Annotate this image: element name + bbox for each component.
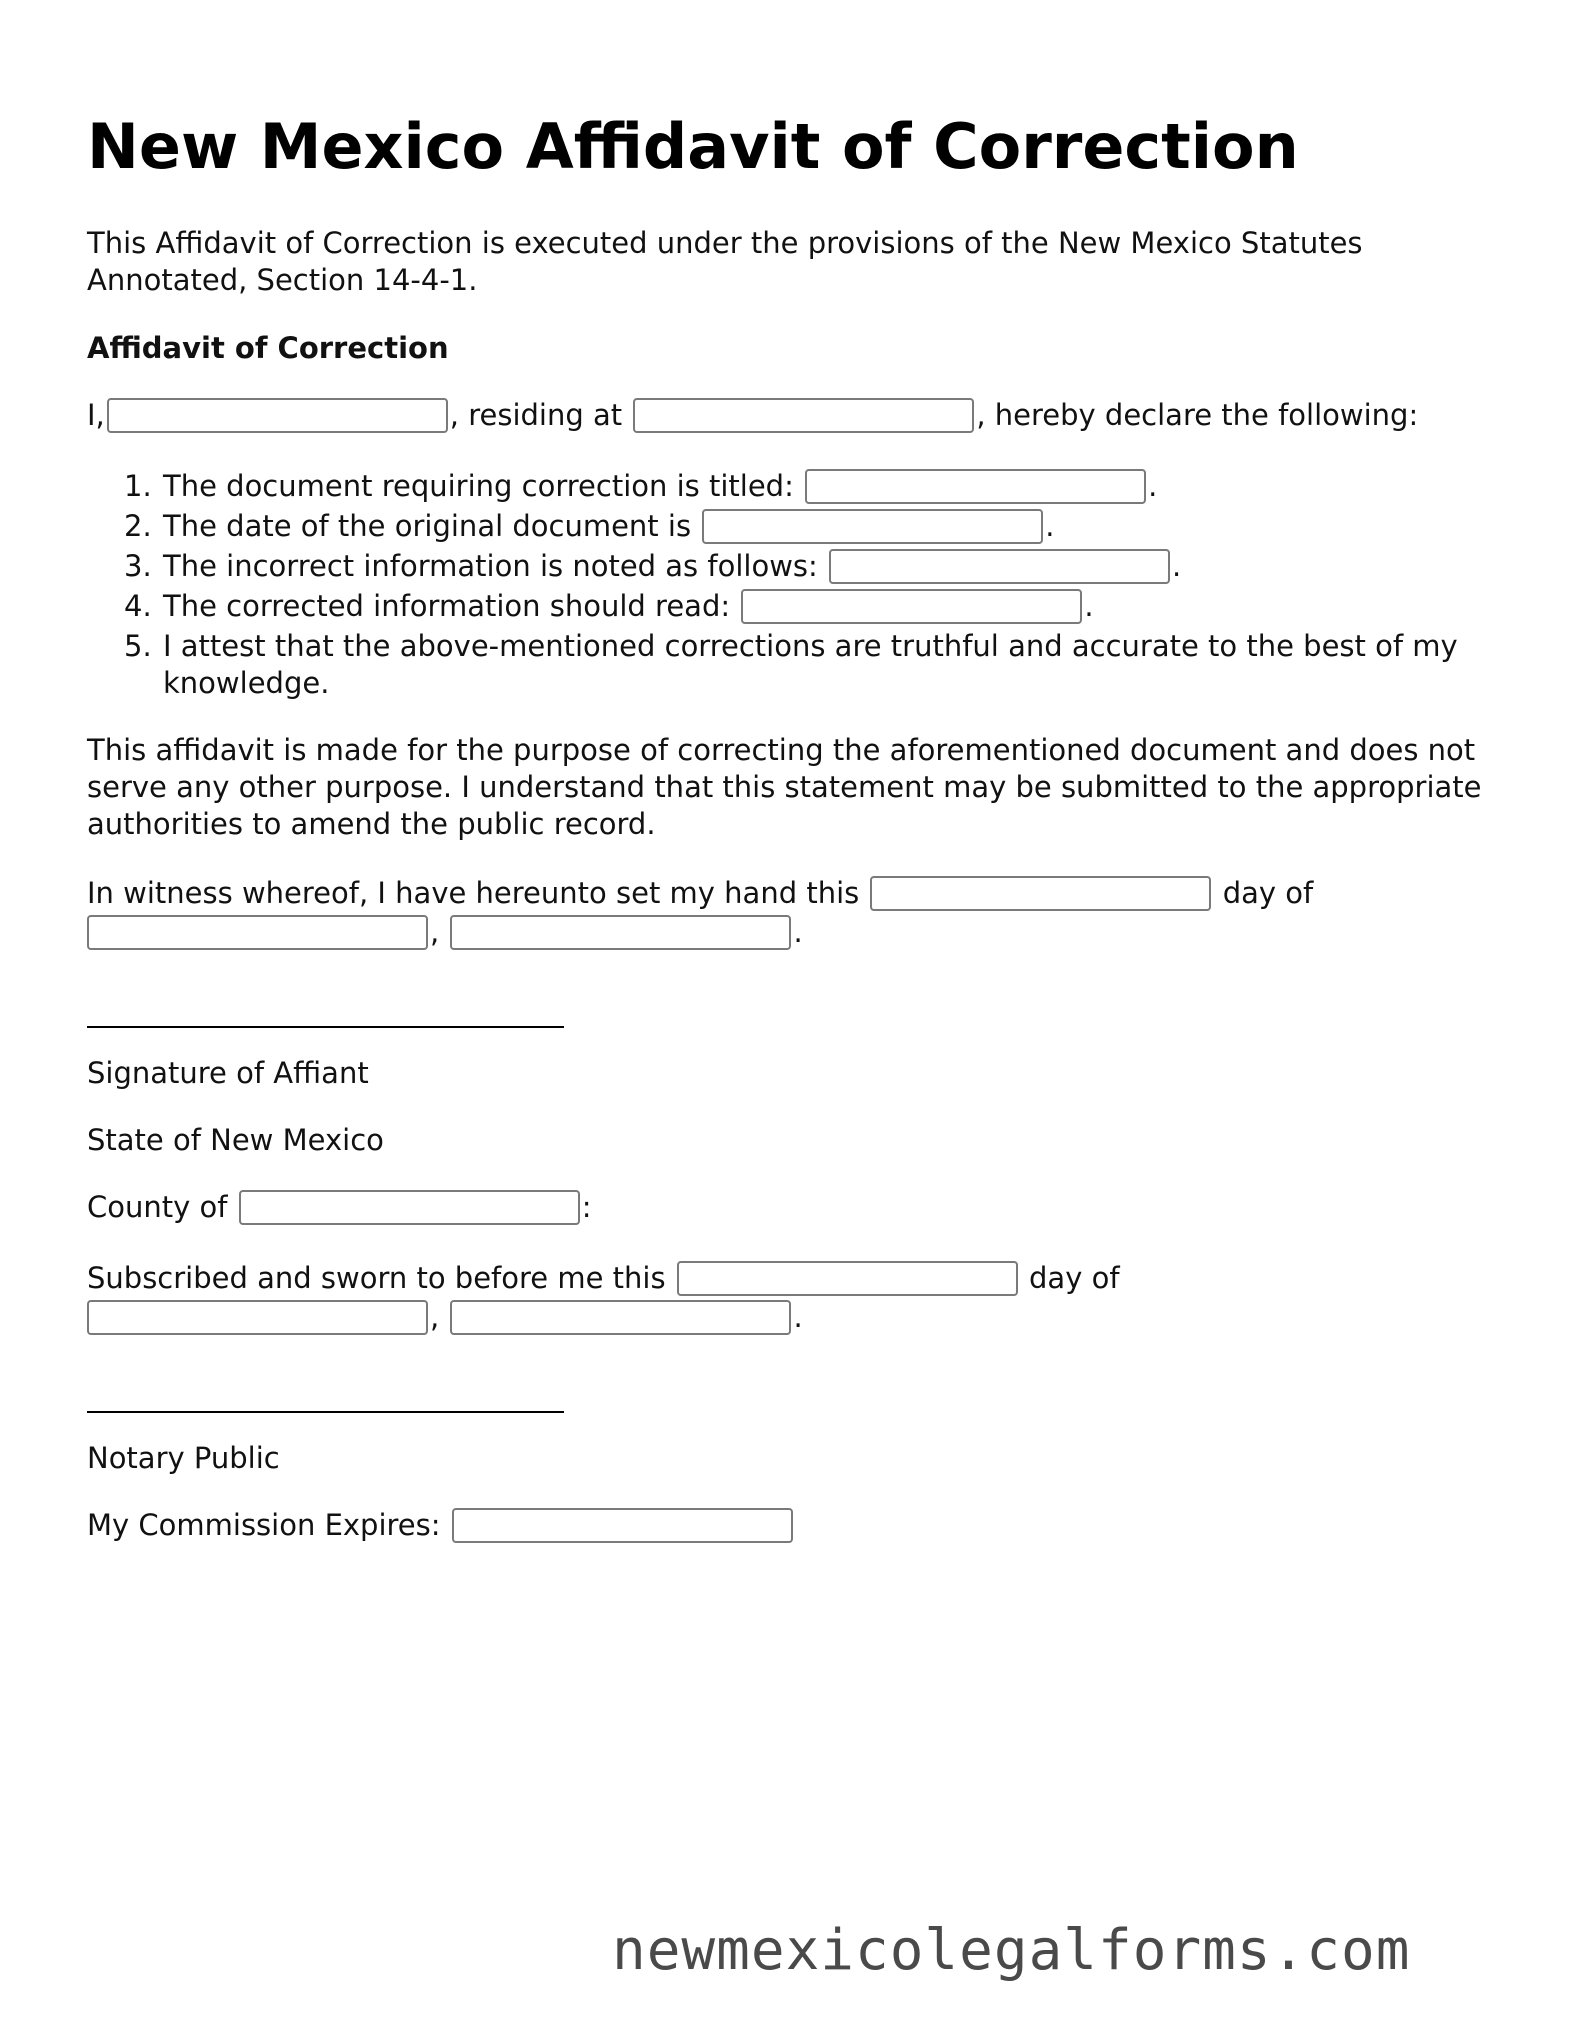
sworn-year-field[interactable] [450, 1300, 791, 1335]
witness-prefix: In witness whereof, I have hereunto set my hand this [87, 876, 860, 910]
list-item [87, 586, 1503, 626]
purpose-paragraph: This affidavit is made for the purpose of correcting the aforementioned document and does not serve any other purpose. I understand that this statement may be submitted to the appropriate authorities to amend the public record. [87, 733, 1482, 841]
commission-expires-field[interactable] [452, 1508, 793, 1543]
sworn-date-line [87, 1299, 803, 1337]
page-title: New Mexico Affidavit of Correction [87, 110, 1299, 183]
declaration-suffix: , hereby declare the following: [976, 398, 1419, 432]
intro-paragraph: This Affidavit of Correction is executed under the provisions of the New Mexico Statutes Annotated, Section 14-4-1. [87, 226, 1363, 297]
original-date-field[interactable] [702, 509, 1043, 544]
item-end: . [1172, 549, 1182, 583]
list-item [87, 506, 1503, 546]
site-watermark: newmexicolegalforms.com [612, 1918, 1411, 1983]
item-text: I attest that the above-mentioned corrections are truthful and accurate to the best of my knowledge. [163, 629, 1458, 700]
commission-label: My Commission Expires: [87, 1508, 441, 1542]
declaration-prefix: I, [87, 398, 105, 432]
corrected-info-field[interactable] [741, 589, 1082, 624]
item-text: The date of the original document is [163, 509, 692, 543]
item-number: 4. [124, 589, 152, 623]
witness-year-field[interactable] [450, 915, 791, 950]
correction-items-list [87, 466, 1503, 702]
witness-day-field[interactable] [870, 876, 1211, 911]
county-field[interactable] [239, 1190, 580, 1225]
sworn-line [87, 1260, 1120, 1298]
item-number: 3. [124, 549, 152, 583]
affiant-name-field[interactable] [107, 398, 448, 433]
witness-period: . [793, 915, 803, 949]
item-text: The incorrect information is noted as follows: [163, 549, 818, 583]
signature-label: Signature of Affiant [87, 1056, 369, 1090]
item-number: 1. [124, 469, 152, 503]
county-line [87, 1189, 591, 1227]
list-item [87, 546, 1503, 586]
item-number: 2. [124, 509, 152, 543]
declaration-line [87, 397, 1418, 435]
sworn-day-field[interactable] [677, 1261, 1018, 1296]
witness-date-line [87, 914, 803, 952]
sworn-day-of: day of [1029, 1261, 1120, 1295]
list-item [87, 466, 1503, 506]
notary-signature-line [87, 1411, 564, 1413]
item-text: The corrected information should read: [163, 589, 731, 623]
sworn-prefix: Subscribed and sworn to before me this [87, 1261, 666, 1295]
sworn-comma: , [430, 1300, 440, 1334]
sworn-period: . [793, 1300, 803, 1334]
sworn-month-field[interactable] [87, 1300, 428, 1335]
document-title-field[interactable] [805, 469, 1146, 504]
witness-comma: , [430, 915, 440, 949]
witness-day-of: day of [1222, 876, 1314, 910]
section-heading: Affidavit of Correction [87, 331, 449, 365]
county-prefix: County of [87, 1190, 228, 1224]
item-end: . [1148, 469, 1158, 503]
item-text: The document requiring correction is titled: [163, 469, 794, 503]
witness-line [87, 875, 1313, 913]
list-item [87, 628, 1503, 702]
item-end: . [1084, 589, 1094, 623]
notary-label: Notary Public [87, 1441, 280, 1475]
witness-month-field[interactable] [87, 915, 428, 950]
item-number: 5. [124, 629, 152, 663]
commission-line [87, 1507, 795, 1545]
state-line: State of New Mexico [87, 1123, 384, 1157]
residing-at-label: , residing at [449, 398, 623, 432]
affiant-signature-line [87, 1026, 564, 1028]
incorrect-info-field[interactable] [829, 549, 1170, 584]
item-end: . [1045, 509, 1055, 543]
affiant-address-field[interactable] [633, 398, 974, 433]
county-suffix: : [581, 1190, 592, 1224]
